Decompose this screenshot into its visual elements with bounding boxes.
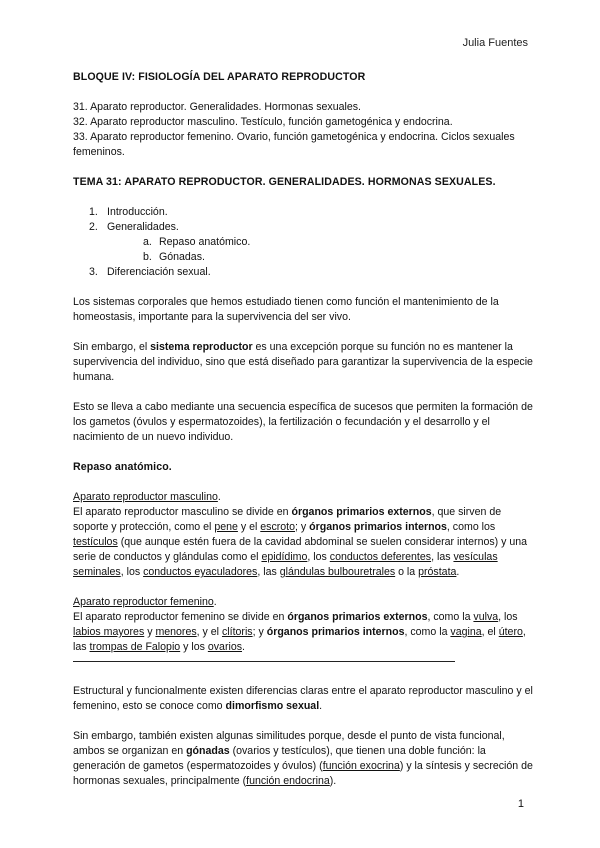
outline-item: 2. Generalidades. [89,221,179,233]
topic-32: 32. Aparato reproductor masculino. Testículo, función gametogénica y endocrina. [73,116,453,128]
gonads-paragraph: Sin embargo, también existen algunas similitudes porque, desde el punto de vista funcional, ambos se organizan en gónadas (ovarios y testículos), que tienen una doble función: la generación de gametos (espermatozoides y óvulos) (función exocrina) y la síntesis y secreción de hormonas sexuales, principalmente (función endocrina). [73,730,533,787]
intro-paragraph: Los sistemas corporales que hemos estudiado tienen como función el mantenimiento de la homeostasis, importante para la supervivencia del ser vivo. [73,296,499,323]
outline-item: 1. Introducción. [89,206,168,218]
male-heading: Aparato reproductor masculino. [73,491,221,503]
section-title: Repaso anatómico. [73,461,172,473]
sequence-paragraph: Esto se lleva a cabo mediante una secuencia específica de sucesos que permiten la formación de los gametos (óvulos y espermatozoides), la fertilización o fecundación y el desarrollo y el nacimiento de un nuevo individuo. [73,401,533,443]
page-content [73,70,535,789]
outline-list-continued [73,265,535,280]
topic-33: 33. Aparato reproductor femenino. Ovario, función gametogénica y endocrina. Ciclos sexuales femeninos. [73,131,515,158]
outline-list [73,205,535,235]
block-title: BLOQUE IV: FISIOLOGÍA DEL APARATO REPRODUCTOR [73,71,366,83]
page-number: 1 [517,798,524,810]
female-heading: Aparato reproductor femenino. [73,596,217,608]
outline-subitem: a. Repaso anatómico. [143,236,251,248]
outline-item: 3. Diferenciación sexual. [89,266,211,278]
outline-subitem: b. Gónadas. [143,251,205,263]
dimorphism-paragraph: Estructural y funcionalmente existen diferencias claras entre el aparato reproductor masculino y el femenino, esto se conoce como dimorfismo sexual. [73,685,533,712]
theme-title: TEMA 31: APARATO REPRODUCTOR. GENERALIDADES. HORMONAS SEXUALES. [73,176,496,188]
reproductive-system-paragraph: Sin embargo, el sistema reproductor es una excepción porque su función no es mantener la supervivencia del individuo, sino que está diseñado para garantizar la supervivencia de la especie humana. [73,341,533,383]
topic-31: 31. Aparato reproductor. Generalidades. Hormonas sexuales. [73,101,361,113]
male-paragraph: El aparato reproductor masculino se divide en órganos primarios externos, que sirven de soporte y protección, como el pene y el escroto; y órganos primarios internos, como los testículos (que aunque estén fuera de la cavidad abdominal se suelen considerar internos) y una serie de conductos y glándulas como el epidídimo, los conductos deferentes, las vesículas seminales, los conductos eyaculadores, las glándulas bulbouretrales o la próstata. [73,506,528,578]
outline-sublist [73,235,535,265]
author-name: Julia Fuentes [462,37,528,49]
female-paragraph: El aparato reproductor femenino se divide en órganos primarios externos, como la vulva, los labios mayores y menores, y el clítoris; y órganos primarios internos, como la vagina, el útero, las trompas de Falopio y los ovarios. [73,611,526,653]
